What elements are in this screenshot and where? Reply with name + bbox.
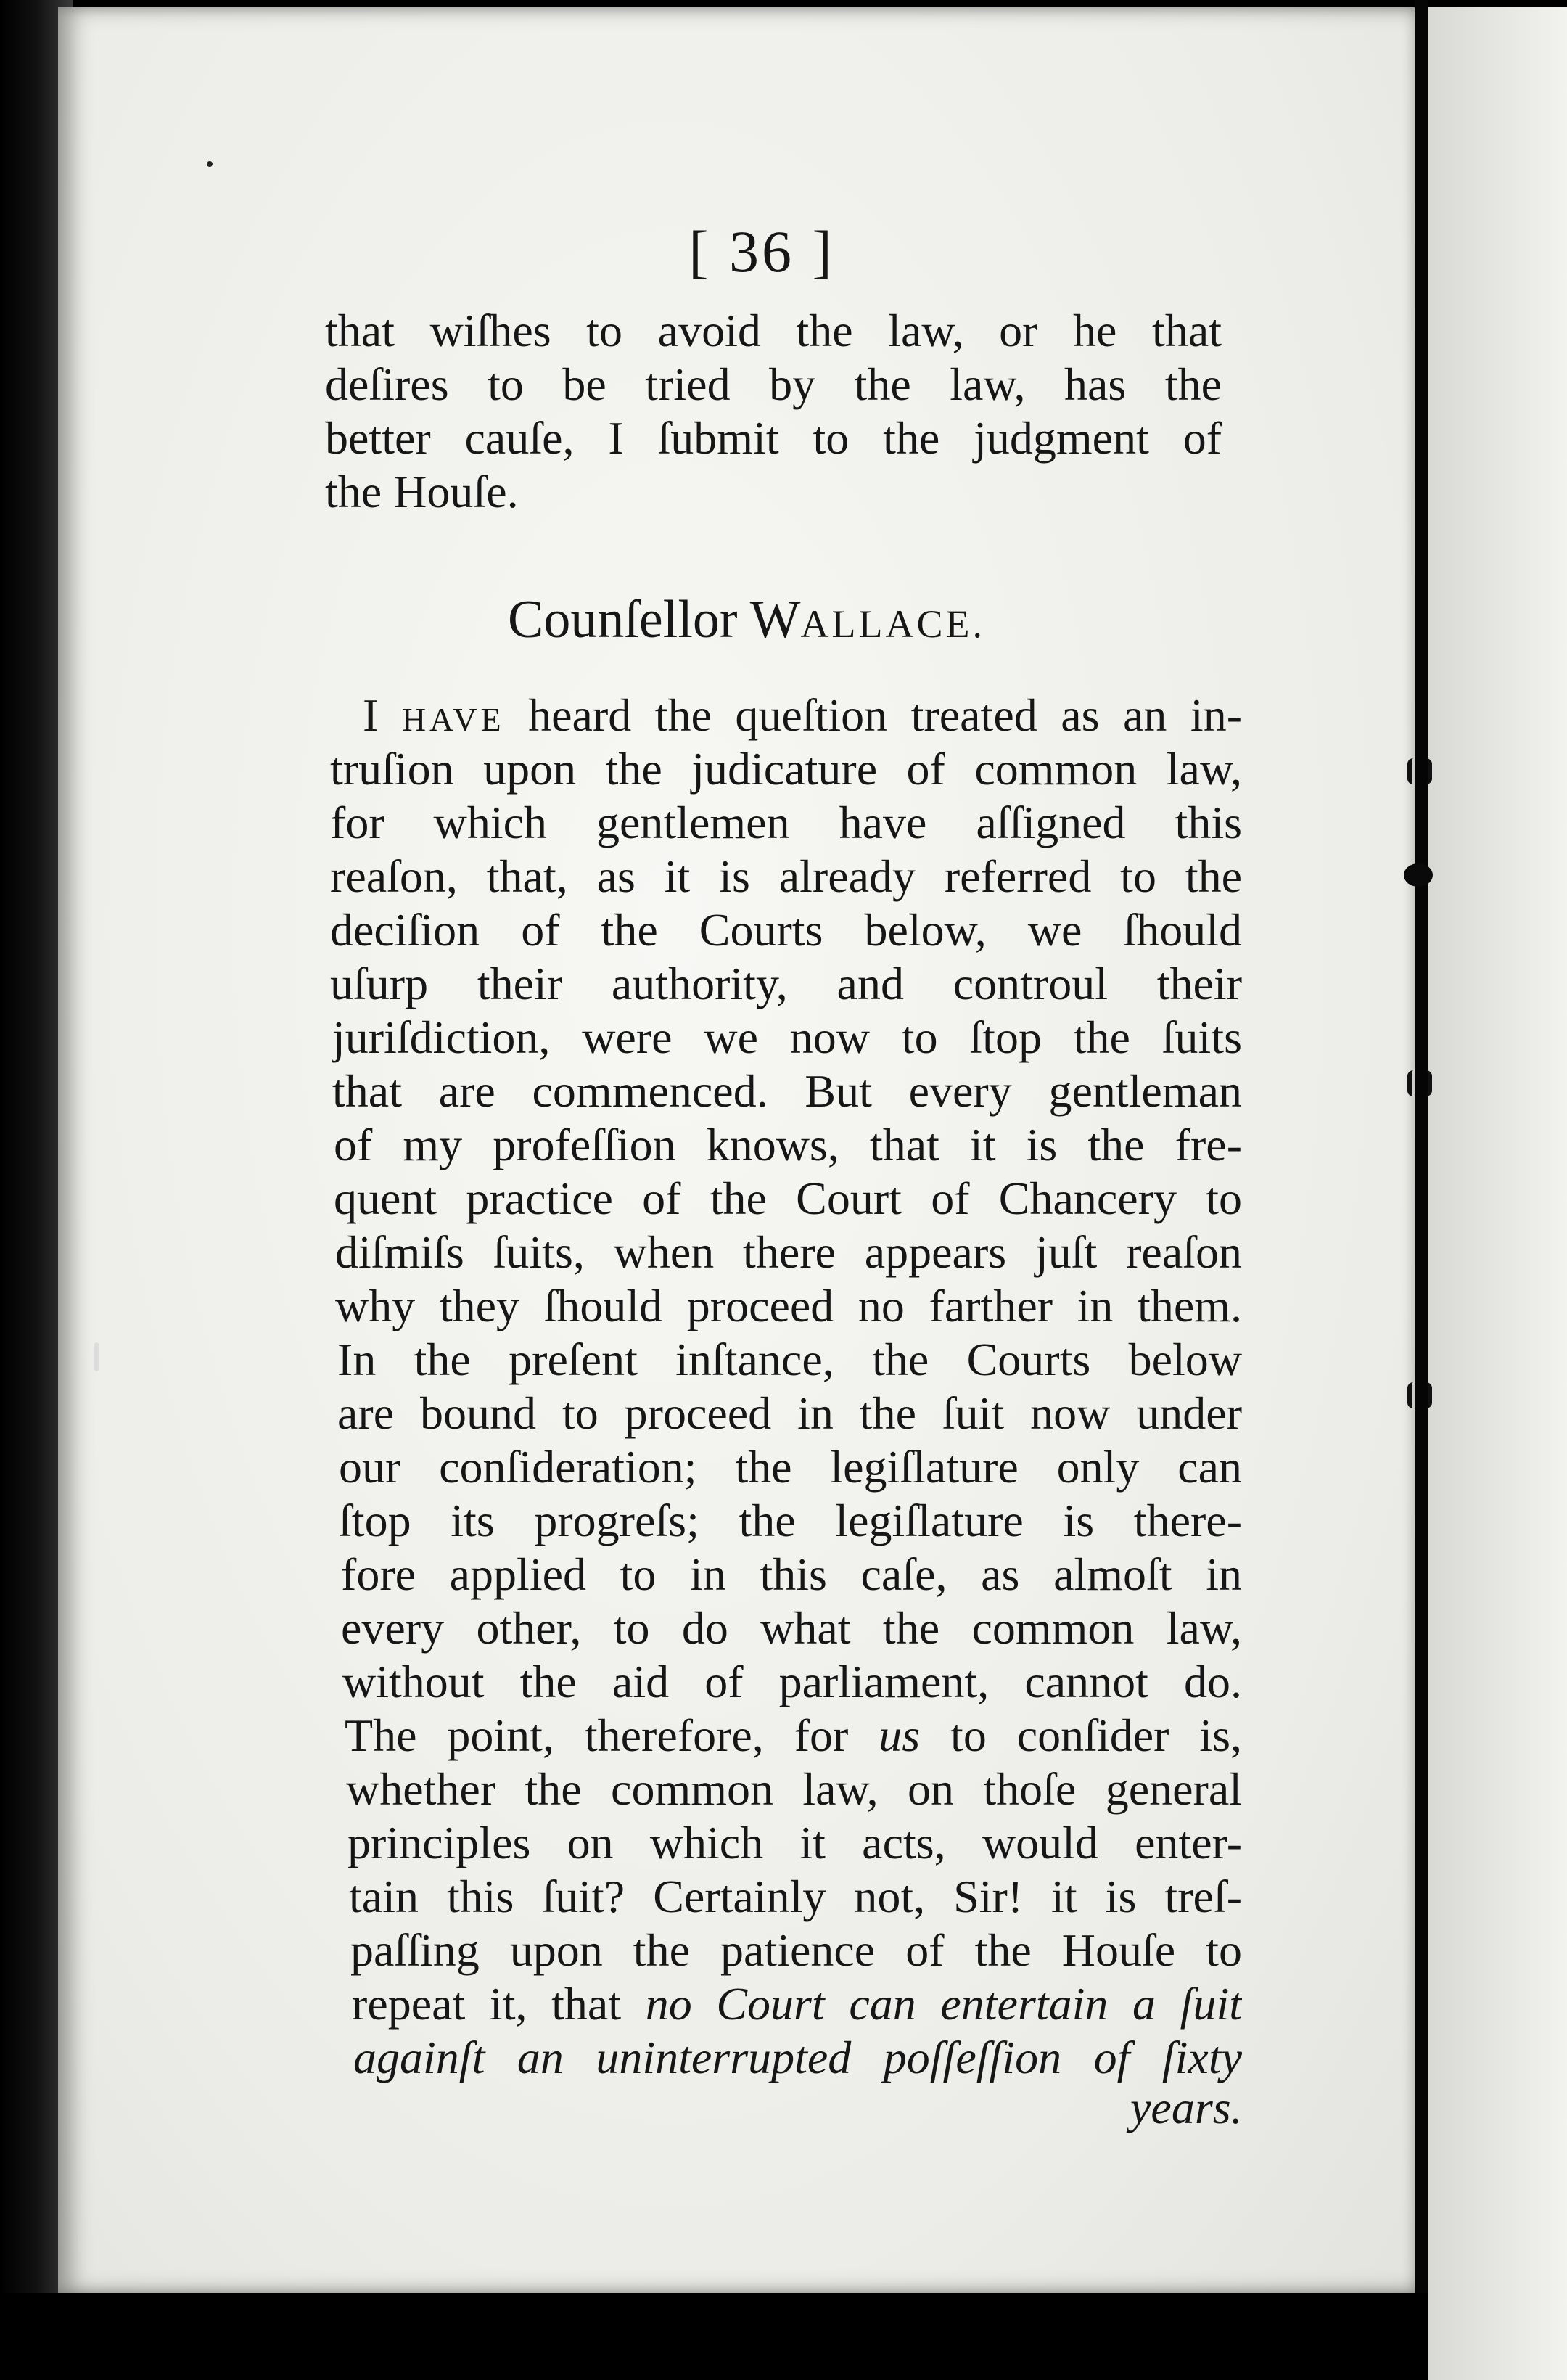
text-line: of my profeſſion knows, that it is the fre-	[334, 1119, 1242, 1170]
text-line: truſion upon the judicature of common law,	[330, 743, 1242, 795]
heading-prefix: Counſellor W	[508, 590, 801, 649]
text-line: paſſing upon the patience of the Houſe to	[350, 1924, 1242, 1976]
text-line	[352, 1978, 1242, 2030]
text-line	[345, 1710, 1242, 1762]
text-line: are bound to proceed in the ſuit now under	[337, 1387, 1242, 1439]
text-line: without the aid of parliament, cannot do.	[342, 1656, 1242, 1707]
text-line: deſires to be tried by the law, has the	[325, 358, 1222, 410]
scan-speck	[207, 161, 213, 167]
text-line: for which gentlemen have aſſigned this	[330, 797, 1242, 848]
text-span: The point, therefore, for	[345, 1710, 879, 1761]
italic-us: us	[879, 1710, 921, 1761]
text-line: whether the common law, on thoſe general	[346, 1763, 1242, 1815]
text-line: In the preſent inſtance, the Courts below	[337, 1334, 1242, 1385]
text-line: fore applied to in this caſe, as almoſt in	[341, 1548, 1242, 1600]
text-line: diſmiſs ſuits, when there appears juſt reaſon	[335, 1226, 1242, 1278]
ink-blot	[1404, 863, 1433, 887]
scan-bottom-border	[0, 2293, 1428, 2380]
binding-mark	[1407, 1382, 1432, 1408]
text-line: juriſdiction, were we now to ſtop the ſuits	[332, 1012, 1242, 1063]
text-line	[363, 689, 1242, 742]
facing-page-edge	[1428, 7, 1567, 2380]
text-line: ſtop its progreſs; the legiſlature is there-	[339, 1495, 1242, 1546]
binding-mark	[1407, 1070, 1432, 1096]
text-line: deciſion of the Courts below, we ſhould	[330, 904, 1242, 956]
binding-mark	[1407, 758, 1432, 784]
text-line: why they ſhould proceed no farther in them.	[335, 1280, 1242, 1331]
text-span: to conſider is,	[920, 1710, 1242, 1761]
page-number: [ 36 ]	[688, 218, 835, 284]
first-line-rest: heard the queſtion treated as an in-	[504, 689, 1242, 741]
text-line: that wiſhes to avoid the law, or he that	[325, 305, 1222, 356]
dropcap: I	[363, 689, 402, 741]
text-line: tain this ſuit? Certainly not, Sir! it is treſ-	[349, 1871, 1242, 1922]
text-line: againſt an uninterrupted poſſeſſion of ſixty	[353, 2032, 1242, 2083]
text-span: repeat it, that	[352, 1978, 646, 2030]
text-line: better cauſe, I ſubmit to the judgment of	[325, 412, 1222, 464]
text-line: reaſon, that, as it is already referred to the	[330, 850, 1242, 902]
final-word: years.	[1130, 2082, 1243, 2133]
dropcap-smallcaps: HAVE	[401, 701, 505, 738]
section-heading	[508, 589, 985, 651]
text-line: uſurp their authority, and controul their	[330, 958, 1242, 1009]
text-line: principles on which it acts, would enter-	[347, 1817, 1242, 1868]
heading-smallcaps: ALLACE.	[800, 602, 985, 646]
text-line: our conſideration; the legiſlature only can	[339, 1441, 1242, 1493]
scan-speck	[94, 1342, 99, 1371]
italic-text: no Court can entertain a ſuit	[645, 1978, 1242, 2030]
page-gutter	[1415, 0, 1428, 2380]
text-line: that are commenced. But every gentleman	[332, 1065, 1242, 1117]
text-line: the Houſe.	[325, 466, 519, 517]
text-line: every other, to do what the common law,	[341, 1602, 1242, 1654]
text-line: quent practice of the Court of Chancery to	[334, 1173, 1242, 1224]
